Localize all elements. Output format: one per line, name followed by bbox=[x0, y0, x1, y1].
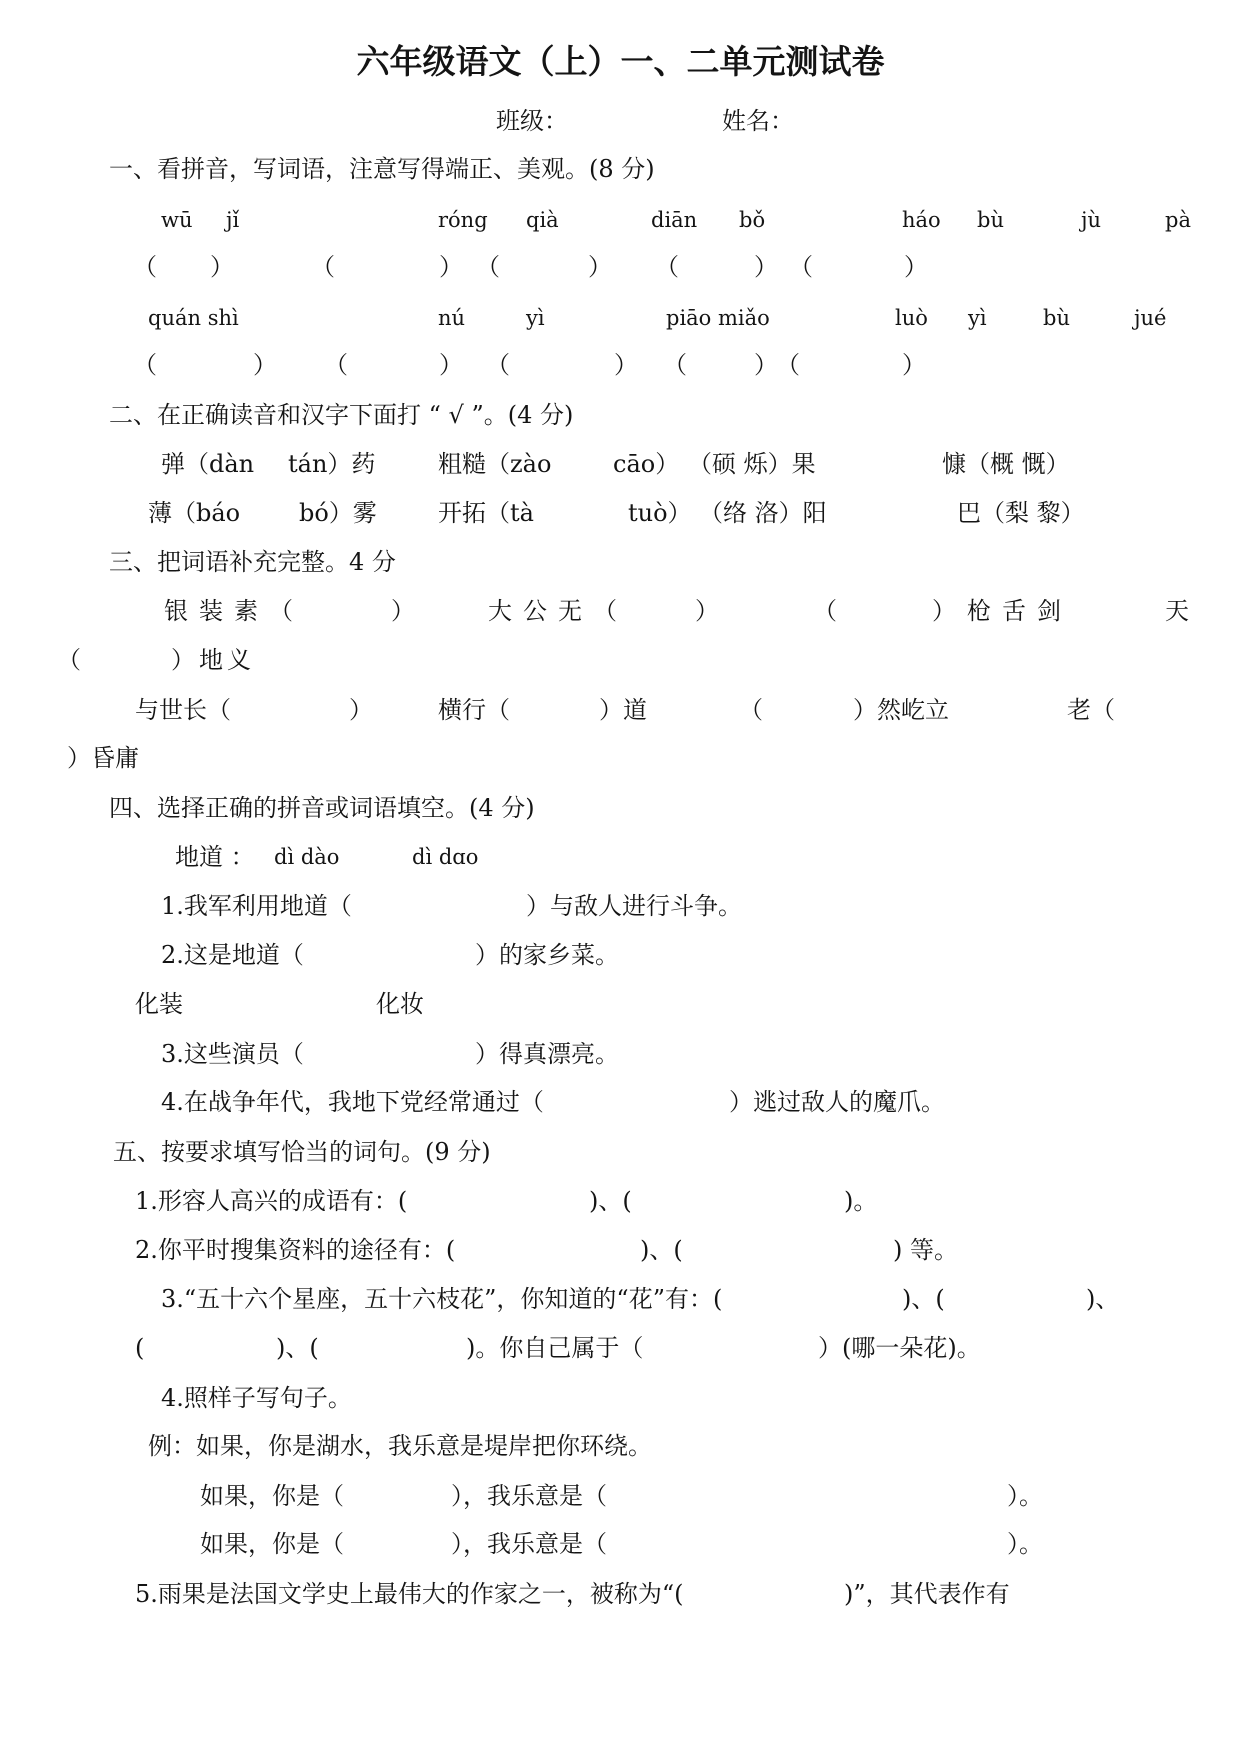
question-text: )、( bbox=[276, 1334, 319, 1362]
question-text: )。你自己属于（ bbox=[466, 1334, 644, 1362]
idiom-fragment: ）枪舌剑 bbox=[932, 597, 1072, 625]
pinyin-syllable: jué bbox=[1134, 306, 1167, 330]
section-2-heading: 二、在正确读音和汉字下面打 “ √ ”。(4 分) bbox=[109, 401, 574, 429]
pronunciation-choice: tán）药 bbox=[288, 450, 376, 478]
question-text: 3.这些演员（ bbox=[161, 1040, 304, 1068]
blank-open-bracket: （ bbox=[324, 351, 348, 379]
idiom-fragment: 老（ bbox=[1067, 696, 1115, 724]
pinyin-syllable: luò bbox=[895, 306, 928, 330]
character-choice: 巴（梨 黎） bbox=[957, 499, 1085, 527]
blank-open-bracket: （ bbox=[133, 351, 157, 379]
question-text: 1.形容人高兴的成语有：( bbox=[135, 1187, 408, 1215]
question-text: ）得真漂亮。 bbox=[475, 1040, 619, 1068]
question-text: )、( bbox=[589, 1187, 632, 1215]
idiom-fragment: ）昏庸 bbox=[67, 744, 139, 772]
blank-open-bracket: （ bbox=[311, 253, 335, 281]
pronunciation-choice: 弹（dàn bbox=[161, 450, 255, 478]
question-text: ）逃过敌人的魔爪。 bbox=[729, 1088, 945, 1116]
question-text: 4.在战争年代，我地下党经常通过（ bbox=[161, 1088, 544, 1116]
blank-close-bracket: ） bbox=[902, 351, 926, 379]
idiom-fragment: （ bbox=[57, 646, 81, 674]
pinyin-option: dì dɑo bbox=[412, 845, 479, 869]
pinyin-syllable: wū bbox=[161, 208, 193, 232]
section-5-heading: 五、按要求填写恰当的词句。(9 分) bbox=[113, 1138, 491, 1166]
question-text: 4.照样子写句子。 bbox=[161, 1384, 352, 1412]
pinyin-syllable: diān bbox=[651, 208, 698, 232]
question-text: 2.这是地道（ bbox=[161, 941, 304, 969]
question-text: )。 bbox=[844, 1187, 878, 1215]
question-text: )、( bbox=[640, 1236, 683, 1264]
character-choice: （络 洛）阳 bbox=[699, 499, 827, 527]
pinyin-syllable: yì bbox=[526, 306, 545, 330]
section-3-heading: 三、把词语补充完整。4 分 bbox=[109, 548, 396, 576]
question-text: 5.雨果是法国文学史上最伟大的作家之一，被称为“( bbox=[135, 1580, 684, 1608]
question-text: ）的家乡菜。 bbox=[475, 941, 619, 969]
pinyin-syllable: piāo miǎo bbox=[666, 306, 770, 330]
question-text: )”，其代表作有 bbox=[844, 1580, 1010, 1608]
pinyin-syllable: róng bbox=[438, 208, 488, 232]
question-text: ( bbox=[135, 1334, 145, 1362]
question-text: )、 bbox=[1086, 1285, 1120, 1313]
fill-sentence: ）。 bbox=[1007, 1530, 1043, 1558]
idiom-fragment: 与世长（ bbox=[135, 696, 231, 724]
pinyin-syllable: nú bbox=[438, 306, 466, 330]
question-text: )、( bbox=[902, 1285, 945, 1313]
idiom-fragment: ）地义 bbox=[171, 646, 255, 674]
target-word: 地道 ： bbox=[175, 843, 255, 871]
pinyin-syllable: bù bbox=[977, 208, 1004, 232]
character-choice: （硕 烁）果 bbox=[688, 450, 816, 478]
idiom-fragment: 横行（ bbox=[438, 696, 510, 724]
question-text: 1.我军利用地道（ bbox=[161, 892, 352, 920]
example-sentence: 例：如果，你是湖水，我乐意是堤岸把你环绕。 bbox=[148, 1432, 652, 1460]
pinyin-syllable: quán shì bbox=[148, 306, 239, 330]
blank-open-bracket: （ bbox=[776, 351, 800, 379]
blank-open-bracket: （ bbox=[789, 253, 813, 281]
blank-close-bracket: ） bbox=[904, 253, 928, 281]
blank-open-bracket: （ bbox=[655, 253, 679, 281]
blank-open-bracket: （ bbox=[486, 351, 510, 379]
pinyin-syllable: jù bbox=[1081, 208, 1102, 232]
pinyin-syllable: yì bbox=[968, 306, 987, 330]
pronunciation-choice: 开拓（tà bbox=[438, 499, 534, 527]
question-text: ）(哪一朵花)。 bbox=[818, 1334, 981, 1362]
word-option: 化妆 bbox=[376, 990, 424, 1018]
blank-open-bracket: （ bbox=[476, 253, 500, 281]
fill-sentence: 如果，你是（ bbox=[200, 1482, 344, 1510]
pinyin-syllable: qià bbox=[526, 208, 559, 232]
blank-close-bracket: ） bbox=[210, 253, 234, 281]
blank-close-bracket: ） bbox=[253, 351, 277, 379]
pronunciation-choice: bó）雾 bbox=[299, 499, 377, 527]
pronunciation-choice: 薄（báo bbox=[148, 499, 241, 527]
section-4-heading: 四、选择正确的拼音或词语填空。(4 分) bbox=[109, 794, 535, 822]
pinyin-syllable: jǐ bbox=[226, 208, 240, 232]
blank-close-bracket: ） bbox=[754, 351, 778, 379]
pinyin-syllable: háo bbox=[902, 208, 941, 232]
blank-close-bracket: ） bbox=[614, 351, 638, 379]
pronunciation-choice: cāo） bbox=[613, 450, 680, 478]
question-text: 3.“五十六个星座，五十六枝花”，你知道的“花”有：( bbox=[161, 1285, 723, 1313]
blank-open-bracket: （ bbox=[133, 253, 157, 281]
fill-sentence: ），我乐意是（ bbox=[451, 1530, 607, 1558]
word-option: 化装 bbox=[135, 990, 183, 1018]
blank-close-bracket: ） bbox=[439, 253, 463, 281]
question-text: ）与敌人进行斗争。 bbox=[526, 892, 742, 920]
pronunciation-choice: 粗糙（zào bbox=[438, 450, 552, 478]
idiom-fragment: 银装素（ bbox=[164, 597, 304, 625]
idiom-fragment: 天 bbox=[1165, 597, 1189, 625]
blank-close-bracket: ） bbox=[754, 253, 778, 281]
fill-sentence: 如果，你是（ bbox=[200, 1530, 344, 1558]
question-text: 2.你平时搜集资料的途径有：( bbox=[135, 1236, 456, 1264]
fill-sentence: ）。 bbox=[1007, 1482, 1043, 1510]
idiom-fragment: ）道 bbox=[599, 696, 647, 724]
idiom-fragment: （ bbox=[739, 696, 763, 724]
idiom-fragment: ） bbox=[349, 696, 373, 724]
blank-open-bracket: （ bbox=[663, 351, 687, 379]
page-title: 六年级语文（上）一、二单元测试卷 bbox=[356, 42, 885, 81]
question-text: ) 等。 bbox=[893, 1236, 958, 1264]
idiom-fragment: 大公无（ bbox=[488, 597, 628, 625]
idiom-fragment: ） bbox=[695, 597, 719, 625]
idiom-fragment: ） bbox=[391, 597, 415, 625]
pronunciation-choice: tuò） bbox=[628, 499, 692, 527]
blank-close-bracket: ） bbox=[439, 351, 463, 379]
pinyin-syllable: bù bbox=[1043, 306, 1070, 330]
pinyin-syllable: bǒ bbox=[739, 208, 766, 232]
idiom-fragment: ）然屹立 bbox=[853, 696, 949, 724]
idiom-fragment: （ bbox=[813, 597, 837, 625]
name-label: 姓名： bbox=[722, 107, 794, 135]
section-1-heading: 一、看拼音，写词语，注意写得端正、美观。(8 分) bbox=[109, 155, 655, 183]
pinyin-syllable: pà bbox=[1165, 208, 1191, 232]
fill-sentence: ），我乐意是（ bbox=[451, 1482, 607, 1510]
class-label: 班级： bbox=[496, 107, 568, 135]
blank-close-bracket: ） bbox=[588, 253, 612, 281]
character-choice: 慷（概 慨） bbox=[942, 450, 1070, 478]
pinyin-option: dì dào bbox=[274, 845, 340, 869]
